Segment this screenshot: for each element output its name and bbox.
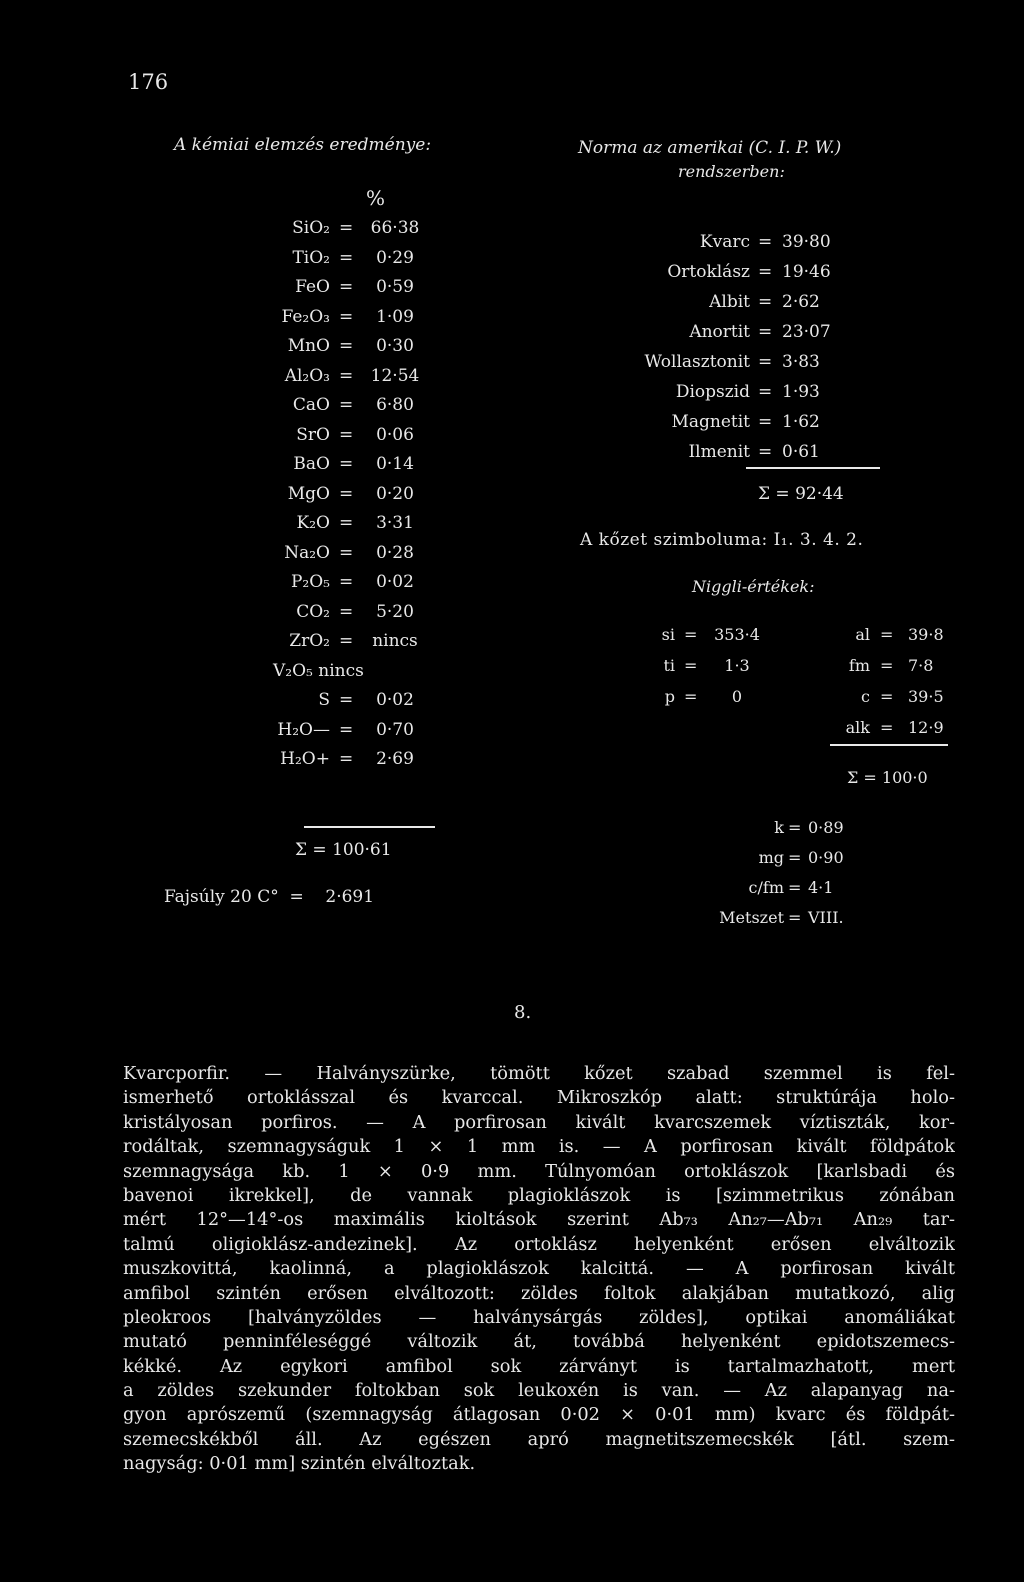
norma-table	[600, 232, 880, 472]
niggli-value: 12·9	[908, 718, 944, 737]
analysis-formula: Al₂O₃	[284, 365, 330, 386]
niggli-name: p	[664, 687, 675, 706]
niggli-value: 1·3	[724, 656, 750, 675]
niggli-value: 0	[731, 687, 743, 706]
analysis-value: nincs	[372, 631, 418, 651]
niggli-sum-rule	[830, 744, 948, 746]
body-line: talmú oligioklász-andezinek]. Az ortoklász helyenként erősen elváltozik	[123, 1233, 955, 1255]
mineral-value: 3·83	[782, 352, 820, 372]
page-number: 176	[128, 70, 169, 94]
analysis-sum: Σ = 100·61	[295, 840, 392, 860]
equals-sign: =	[758, 352, 773, 372]
body-line: rodáltak, szemnagyságuk 1 × 1 mm is. — A porfirosan kivált földpátok	[123, 1136, 955, 1158]
rock-symbol-line: A kőzet szimboluma: I₁. 3. 4. 2.	[580, 530, 864, 550]
analysis-formula: FeO	[295, 277, 330, 297]
niggli-extra-name: Metszet	[719, 908, 784, 927]
equals-sign: =	[339, 719, 354, 740]
section-number: 8.	[514, 1002, 532, 1023]
analysis-row	[255, 395, 485, 425]
mineral-value: 39·80	[782, 232, 831, 252]
mineral-name: Wollasztonit	[644, 352, 750, 372]
mineral-name: Ilmenit	[688, 442, 750, 462]
norma-row	[600, 352, 880, 382]
analysis-value: 5·20	[376, 601, 414, 622]
niggli-extra-values	[680, 818, 880, 938]
mineral-value: 19·46	[782, 262, 831, 282]
analysis-formula: SrO	[296, 424, 330, 445]
analysis-row	[255, 513, 485, 543]
equals-sign: =	[684, 625, 698, 644]
analysis-value: 0·30	[376, 336, 414, 356]
equals-sign: =	[339, 365, 354, 386]
analysis-row	[255, 218, 485, 248]
analysis-row	[255, 248, 485, 278]
niggli-value: 39·8	[908, 625, 944, 644]
analysis-row	[255, 631, 485, 661]
analysis-value: 12·54	[370, 365, 420, 386]
niggli-extra-row	[680, 818, 880, 848]
analysis-row	[255, 484, 485, 514]
niggli-extra-value: 0·89	[808, 818, 844, 837]
density-value: 2·691	[325, 887, 375, 907]
analysis-row	[255, 425, 485, 455]
equals-sign: =	[339, 247, 354, 268]
niggli-extra-name: c/fm	[748, 878, 784, 897]
analysis-formula: CaO	[292, 395, 330, 415]
equals-sign: =	[339, 395, 354, 415]
niggli-extra-row	[680, 848, 880, 878]
body-line: szemecskékből áll. Az egészen apró magnetitszemecskék [átl. szem-	[123, 1428, 955, 1450]
analysis-value: 2·69	[376, 749, 414, 769]
mineral-name: Anortit	[689, 322, 750, 342]
norma-heading: Norma az amerikai (C. I. P. W.)	[578, 138, 842, 158]
analysis-sum-rule	[304, 826, 435, 828]
niggli-name: si	[661, 625, 675, 644]
mineral-name: Diopszid	[675, 382, 750, 402]
analysis-row	[255, 366, 485, 396]
analysis-heading: A kémiai elemzés eredménye:	[174, 135, 432, 155]
analysis-value: 0·14	[376, 454, 414, 474]
niggli-extra-name: k	[774, 818, 784, 837]
niggli-name: al	[855, 625, 870, 644]
equals-sign: =	[880, 625, 894, 644]
niggli-extra-value: 4·1	[808, 878, 834, 897]
analysis-row	[255, 572, 485, 602]
mineral-name: Magnetit	[671, 412, 750, 432]
analysis-formula: K₂O	[296, 513, 330, 533]
analysis-formula: TiO₂	[292, 247, 330, 268]
norma-sum-rule	[746, 467, 880, 469]
niggli-name: ti	[663, 656, 675, 675]
analysis-row	[255, 720, 485, 750]
analysis-value: 0·28	[376, 542, 414, 563]
analysis-formula: CO₂	[296, 601, 330, 622]
norma-row	[600, 322, 880, 352]
body-line: amfibol szintén erősen elváltozott: zöldes foltok alakjában mutatkozó, alig	[123, 1282, 955, 1304]
equals-sign: =	[758, 382, 773, 402]
analysis-value: 6·80	[376, 395, 414, 415]
chemical-analysis-table	[255, 218, 485, 779]
mineral-value: 1·62	[782, 412, 820, 432]
analysis-formula: SiO₂	[292, 218, 330, 238]
body-line: pleokroos [halványzöldes — halványsárgás zöldes], optikai anomáliákat	[123, 1306, 955, 1328]
equals-sign: =	[339, 483, 354, 504]
analysis-value: 0·70	[376, 719, 414, 740]
mineral-name: Albit	[709, 292, 750, 312]
body-line: mutató penninféleséggé változik át, továbbá helyenként epidotszemecs-	[123, 1331, 955, 1353]
equals-sign: =	[788, 848, 802, 867]
equals-sign: =	[339, 690, 354, 710]
analysis-row	[255, 336, 485, 366]
body-line: szemnagysága kb. 1 × 0·9 mm. Túlnyomóan ortoklászok [karlsbadi és	[123, 1160, 955, 1182]
equals-sign: =	[339, 631, 354, 651]
equals-sign: =	[880, 718, 894, 737]
analysis-row	[255, 454, 485, 484]
equals-sign: =	[788, 878, 802, 897]
body-text	[123, 1062, 955, 1477]
equals-sign: =	[339, 218, 354, 238]
analysis-value: 1·09	[376, 306, 414, 327]
equals-sign: =	[339, 601, 354, 622]
equals-sign: =	[339, 424, 354, 445]
analysis-row	[255, 690, 485, 720]
equals-sign: =	[788, 818, 802, 837]
analysis-row	[255, 602, 485, 632]
analysis-formula: P₂O₅	[290, 572, 330, 592]
equals-sign: =	[758, 232, 773, 252]
body-line: mért 12°—14°-os maximális kioltások szerint Ab₇₃ An₂₇—Ab₇₁ An₂₉ tar-	[123, 1209, 955, 1231]
norma-subheading: rendszerben:	[678, 162, 785, 181]
niggli-value: 353·4	[714, 625, 760, 644]
analysis-formula: H₂O+	[280, 749, 330, 769]
equals-sign: =	[788, 908, 802, 927]
niggli-value: 7·8	[908, 656, 934, 675]
analysis-formula: MgO	[287, 483, 330, 504]
equals-sign: =	[758, 262, 773, 282]
analysis-formula: ZrO₂	[289, 631, 330, 651]
analysis-value: 0·20	[376, 483, 414, 504]
equals-sign: =	[684, 656, 698, 675]
body-line: kristályosan porfiros. — A porfirosan kivált kvarcszemek víztiszták, kor-	[123, 1111, 955, 1133]
norma-row	[600, 232, 880, 262]
equals-sign: =	[339, 336, 354, 356]
analysis-value: 0·02	[376, 690, 414, 710]
density-eq: =	[284, 887, 320, 907]
norma-row	[600, 412, 880, 442]
norma-row	[600, 292, 880, 322]
equals-sign: =	[339, 542, 354, 563]
body-line: kékké. Az egykori amfibol sok zárványt is tartalmazhatott, mert	[123, 1355, 955, 1377]
analysis-value: 0·06	[376, 424, 414, 445]
analysis-row	[255, 307, 485, 337]
mineral-name: Ortoklász	[667, 262, 750, 282]
analysis-value: 0·29	[376, 247, 414, 268]
equals-sign: =	[758, 442, 773, 462]
niggli-name: alk	[845, 718, 870, 737]
norma-sum: Σ = 92·44	[758, 484, 844, 504]
analysis-formula: BaO	[293, 454, 330, 474]
analysis-value: 0·02	[376, 572, 414, 592]
equals-sign: =	[684, 687, 698, 706]
mineral-value: 1·93	[782, 382, 820, 402]
analysis-row	[255, 749, 485, 779]
niggli-value: 39·5	[908, 687, 944, 706]
norma-row	[600, 262, 880, 292]
mineral-value: 23·07	[782, 322, 831, 342]
niggli-sum: Σ = 100·0	[847, 768, 928, 787]
niggli-extra-row	[680, 878, 880, 908]
niggli-extra-value: VIII.	[808, 908, 844, 927]
niggli-extra-row	[680, 908, 880, 938]
density-label: Fajsúly 20 C°	[164, 887, 279, 907]
mineral-name: Kvarc	[699, 232, 750, 252]
analysis-formula: V₂O₅ nincs	[273, 660, 364, 681]
equals-sign: =	[339, 572, 354, 592]
analysis-value: 66·38	[370, 218, 420, 238]
equals-sign: =	[758, 322, 773, 342]
body-line: ismerhető ortoklásszal és kvarccal. Mikroszkóp alatt: struktúrája holo-	[123, 1087, 955, 1109]
equals-sign: =	[880, 687, 894, 706]
equals-sign: =	[758, 292, 773, 312]
analysis-formula: S	[318, 690, 330, 710]
analysis-formula: H₂O—	[277, 719, 330, 740]
equals-sign: =	[339, 513, 354, 533]
analysis-value: 3·31	[376, 513, 414, 533]
percent-unit: %	[366, 186, 386, 210]
equals-sign: =	[339, 454, 354, 474]
body-line: Kvarcporfir. — Halványszürke, tömött kőzet szabad szemmel is fel-	[123, 1063, 955, 1084]
equals-sign: =	[880, 656, 894, 675]
analysis-row	[255, 543, 485, 573]
body-line: gyon aprószemű (szemnagyság átlagosan 0·02 × 0·01 mm) kvarc és földpát-	[123, 1404, 955, 1426]
analysis-row	[255, 661, 485, 691]
niggli-heading: Niggli-értékek:	[692, 577, 815, 596]
mineral-value: 0·61	[782, 442, 820, 462]
analysis-formula: Fe₂O₃	[281, 306, 330, 327]
niggli-name: fm	[848, 656, 870, 675]
niggli-extra-name: mg	[758, 848, 784, 867]
equals-sign: =	[339, 749, 354, 769]
equals-sign: =	[758, 412, 773, 432]
density-line	[164, 887, 374, 907]
mineral-value: 2·62	[782, 292, 820, 312]
equals-sign: =	[339, 306, 354, 327]
analysis-formula: MnO	[287, 336, 330, 356]
body-line: a zöldes szekunder foltokban sok leukoxén is van. — Az alapanyag na-	[123, 1380, 955, 1402]
norma-row	[600, 382, 880, 412]
analysis-formula: Na₂O	[284, 542, 330, 563]
equals-sign: =	[339, 277, 354, 297]
body-line: bavenoi ikrekkel], de vannak plagioklászok is [szimmetrikus zónában	[123, 1184, 955, 1206]
niggli-extra-value: 0·90	[808, 848, 844, 867]
niggli-name: c	[861, 687, 870, 706]
analysis-value: 0·59	[376, 277, 414, 297]
analysis-row	[255, 277, 485, 307]
body-line: muszkovittá, kaolinná, a plagioklászok kalcittá. — A porfirosan kivált	[123, 1258, 955, 1280]
body-line: nagyság: 0·01 mm] szintén elváltoztak.	[123, 1453, 476, 1475]
